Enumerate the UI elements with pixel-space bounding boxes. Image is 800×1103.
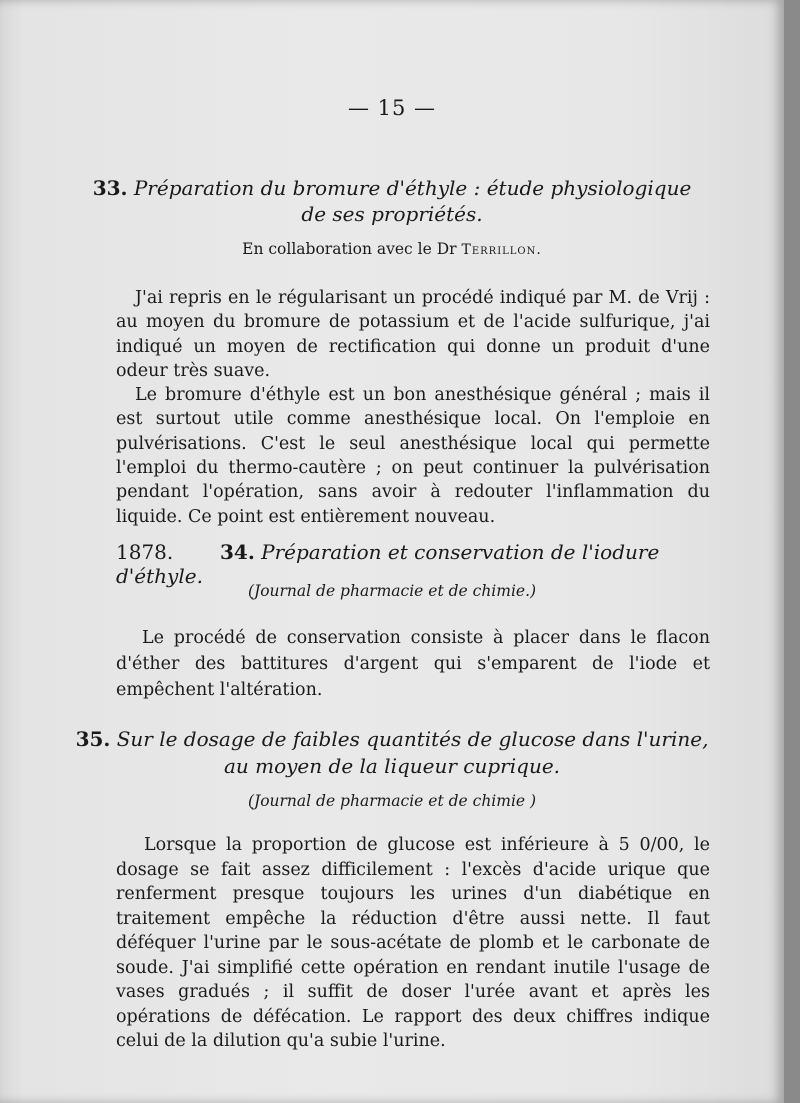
entry-34-paragraph-1: Le procédé de conservation consiste à placer dans le flacon d'éther des battitures d'argent qui s'emparent de l'iode et empêchent l'altération. <box>116 628 710 700</box>
entry-34-number: 34. <box>219 540 255 564</box>
entry-33-title-line-1 <box>0 176 784 200</box>
entry-33-number: 33. <box>92 176 128 200</box>
entry-35-source: (Journal de pharmacie et de chimie ) <box>247 792 537 810</box>
entry-34-title: Préparation et conservation de l'iodure d'éthyle. <box>116 540 660 588</box>
entry-35-paragraph-1: Lorsque la proportion de glucose est inférieure à 5 0/00, le dosage se fait assez difficilement : l'excès d'acide urique que renferment presque toujours les urines d'un diabétique en traitement empêche la réduction d'être aussi nette. Il faut déféquer l'urine par le sous-acétate de plomb et le carbonate de soude. J'ai simplifié cette opération en rendant inutile l'usage de vases gradués ; il suffit de doser l'urée avant et après les opérations de défécation. Le rapport des deux chiffres indique celui de la dilution qu'a subie l'urine. <box>116 835 710 1051</box>
collaboration-prefix: En collaboration avec le Dr <box>242 240 457 258</box>
entry-35-number: 35. <box>75 727 111 751</box>
entry-34-body <box>116 625 710 703</box>
entry-33-body <box>116 286 710 529</box>
entry-33-paragraph-1: J'ai repris en le régularisant un procédé indiqué par M. de Vrij : au moyen du bromure de potassium et de l'acide sulfurique, j'ai indiqué un moyen de rectification qui donne un produit d'une odeur très suave. <box>116 288 710 381</box>
entry-33-title-line-2: de ses propriétés. <box>301 202 483 226</box>
entry-33-paragraph-2: Le bromure d'éthyle est un bon anesthésique général ; mais il est surtout utile comme anesthésique local. On l'emploie en pulvérisations. C'est le seul anesthésique local qui permette l'emploi du thermo-cautère ; on peut continuer la pulvérisation pendant l'opération, sans avoir à redouter l'inflammation du liquide. Ce point est entièrement nouveau. <box>116 385 710 527</box>
entry-35-title-line-1 <box>0 727 784 751</box>
entry-34-year: 1878. <box>116 540 174 564</box>
collaborator-name: Terrillon. <box>461 242 542 258</box>
entry-35-title-text: Sur le dosage de faibles quantités de glucose dans l'urine, <box>116 727 709 751</box>
page-number: — 15 — <box>347 96 437 120</box>
entry-33-title-text: Préparation du bromure d'éthyle : étude physiologique <box>133 176 692 200</box>
entry-33-collaboration <box>0 240 784 258</box>
entry-35-body <box>116 833 710 1054</box>
entry-35-title-line-2: au moyen de la liqueur cuprique. <box>223 754 561 778</box>
entry-34-source: (Journal de pharmacie et de chimie.) <box>247 582 537 600</box>
entry-34-heading <box>116 540 736 588</box>
